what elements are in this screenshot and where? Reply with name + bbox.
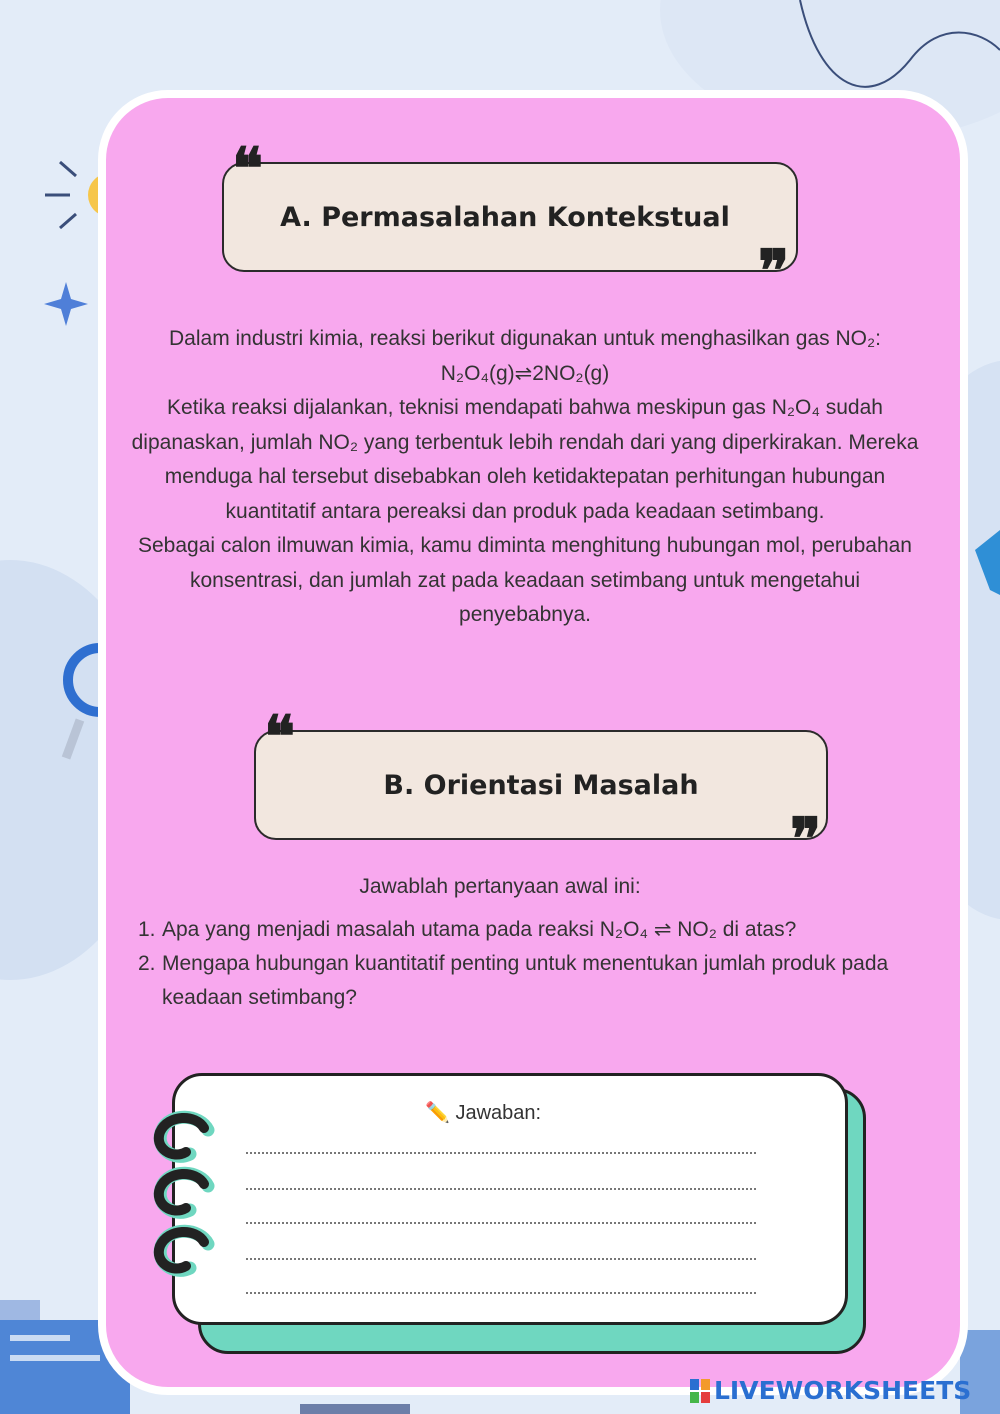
liveworksheets-logo [690, 1376, 971, 1405]
questions-instruction: Jawablah pertanyaan awal ini: [359, 875, 641, 898]
paragraph-1: Dalam industri kimia, reaksi berikut digunakan untuk menghasilkan gas NO₂: [169, 327, 881, 350]
answer-label: ✏️ Jawaban: [425, 1102, 542, 1124]
notebook-ring-icon [150, 1222, 220, 1282]
answer-line-3[interactable] [246, 1222, 756, 1224]
answer-line-5[interactable] [246, 1292, 756, 1294]
section-a-title-box [222, 162, 798, 272]
section-a-text [130, 322, 920, 633]
questions-list [138, 913, 898, 1015]
notebook-ring-icon [150, 1108, 220, 1168]
liveworksheets-logo-icon [690, 1379, 710, 1403]
liveworksheets-logo-text: LIVEWORKSHEETS [714, 1376, 972, 1405]
question-text: Mengapa hubungan kuantitatif penting untuk menentukan jumlah produk pada keadaan setimbang? [162, 952, 889, 1009]
notebook-ring-icon [150, 1164, 220, 1224]
question-number: 1. [138, 918, 156, 941]
question-text: Apa yang menjadi masalah utama pada reaksi N₂O₄ ⇌ NO₂ di atas? [162, 918, 797, 941]
close-quote-icon: ❞ [790, 805, 822, 873]
question-item-2 [138, 947, 898, 1015]
section-a-title: A. Permasalahan Kontekstual [280, 201, 730, 233]
close-quote-icon: ❞ [758, 237, 790, 305]
open-quote-icon: ❝ [264, 703, 296, 771]
answer-line-1[interactable] [246, 1152, 756, 1154]
question-item-1 [138, 913, 898, 947]
question-number: 2. [138, 952, 156, 975]
paragraph-3: Sebagai calon ilmuwan kimia, kamu diminta menghitung hubungan mol, perubahan konsentrasi, dan jumlah zat pada keadaan setimbang untuk mengetahui penyebabnya. [138, 534, 912, 626]
sparkle-icon [44, 282, 88, 326]
reaction-equation: N₂O₄(g)⇌2NO₂(g) [440, 361, 610, 385]
paragraph-2: Ketika reaksi dijalankan, teknisi mendapati bahwa meskipun gas N₂O₄ sudah dipanaskan, jumlah NO₂ yang terbentuk lebih rendah dari yang diperkirakan. Mereka menduga hal tersebut disebabkan oleh ketidaktepatan perhitungan hubungan kuantitatif antara pereaksi dan produk pada keadaan setimbang. [131, 396, 919, 523]
answer-line-4[interactable] [246, 1258, 756, 1260]
section-b-title-box [254, 730, 828, 840]
section-b-title: B. Orientasi Masalah [383, 769, 699, 801]
open-quote-icon: ❝ [232, 135, 264, 203]
answer-line-2[interactable] [246, 1188, 756, 1190]
